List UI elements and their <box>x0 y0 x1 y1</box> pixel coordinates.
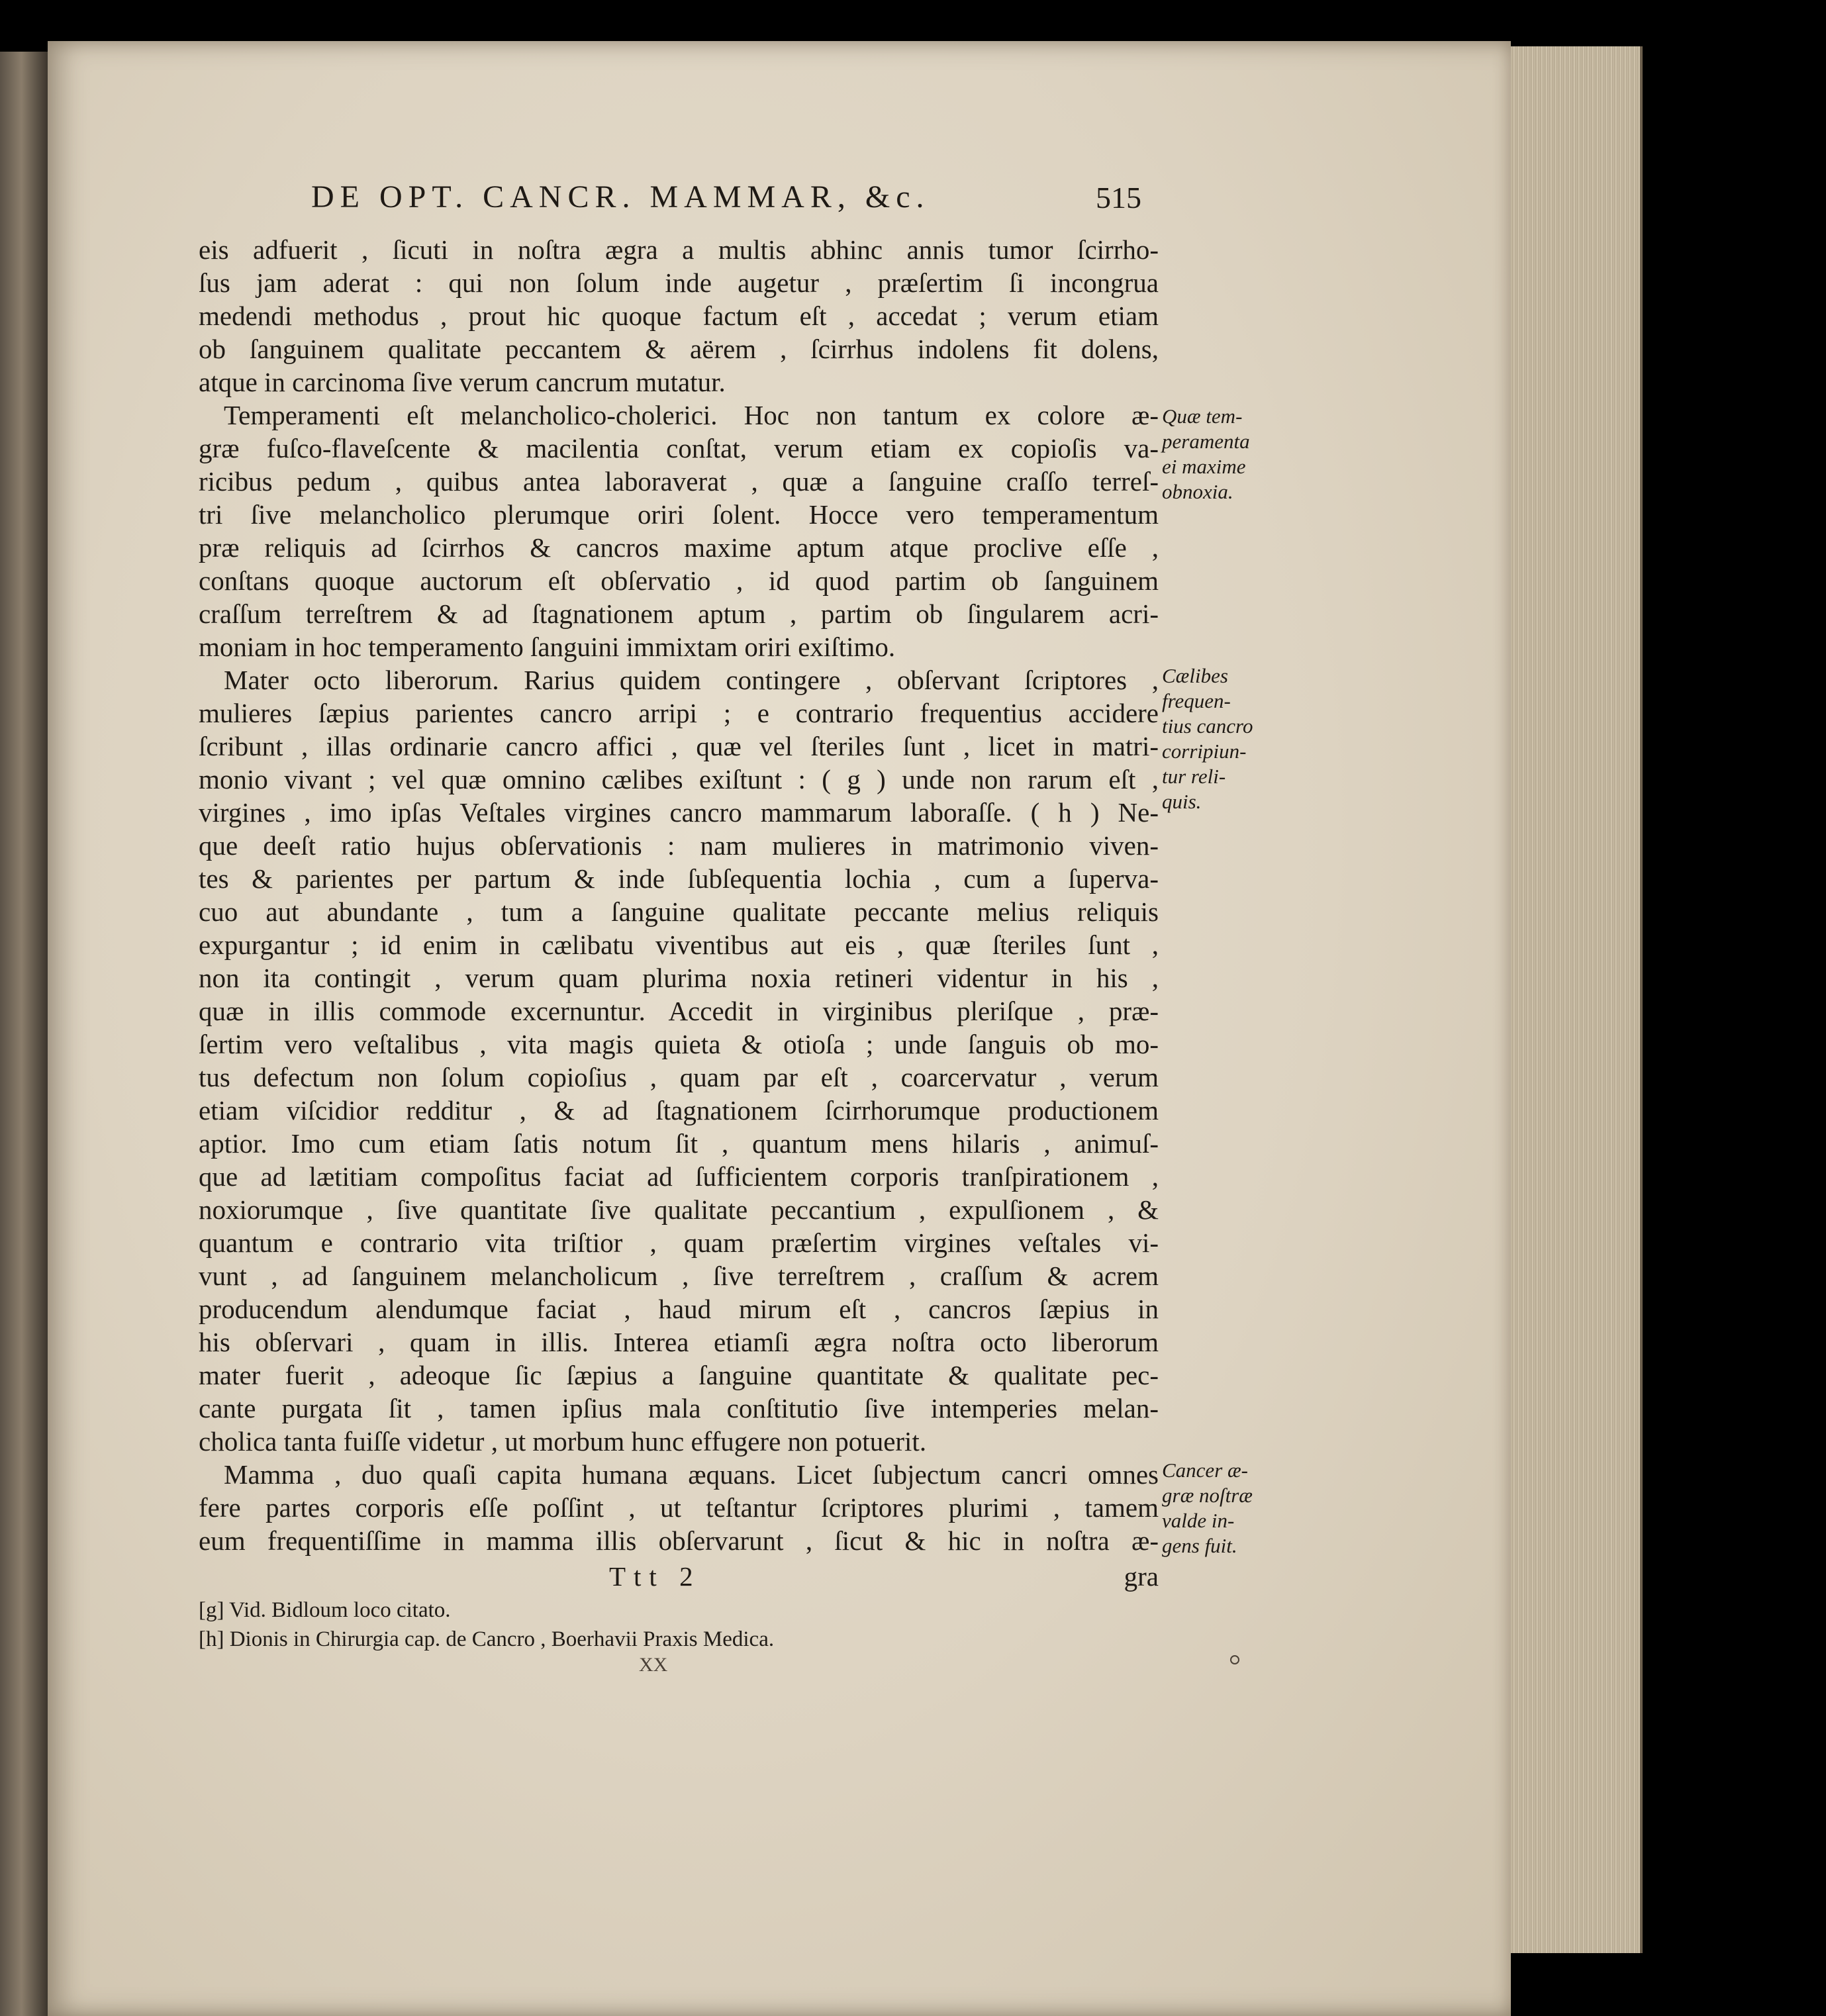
facing-page-edge <box>0 52 48 2016</box>
body-line: medendi methodus , prout hic quoque factum eſt , accedat ; verum etiam <box>199 301 1159 331</box>
body-line: cuo aut abundante , tum a ſanguine qualitate peccante melius reliquis <box>199 896 1159 927</box>
body-line: etiam viſcidior redditur , & ad ſtagnationem ſcirrhorumque productionem <box>199 1095 1159 1126</box>
body-line: quantum e contrario vita triſtior , quam præſertim virgines veſtales vi- <box>199 1227 1159 1258</box>
body-line: ricibus pedum , quibus antea laboraverat , quæ a ſanguine craſſo terreſ- <box>199 466 1159 497</box>
page-number: 515 <box>1096 181 1141 215</box>
body-line: mater fuerit , adeoque ſic ſæpius a ſanguine quantitate & qualitate pec- <box>199 1360 1159 1390</box>
body-line: eis adfuerit , ſicuti in noſtra ægra a multis abhinc annis tumor ſcirrho- <box>199 234 1159 265</box>
body-line: Mater octo liberorum. Rarius quidem contingere , obſervant ſcriptores , <box>224 665 1159 695</box>
body-line: tus defectum non ſolum copioſius , quam par eſt , coarcervatur , verum <box>199 1062 1159 1092</box>
body-line: ſcribunt , illas ordinarie cancro affici , quæ vel ſteriles ſunt , licet in matri- <box>199 731 1159 761</box>
body-line: moniam in hoc temperamento ſanguini immixtam oriri exiſtimo. <box>199 632 896 662</box>
body-line: mulieres ſæpius parientes cancro arripi ; e contrario frequentius accidere <box>199 698 1159 728</box>
body-line: virgines , imo ipſas Veſtales virgines cancro mammarum laboraſſe. ( h ) Ne- <box>199 797 1159 828</box>
body-line: ob ſanguinem qualitate peccantem & aërem , ſcirrhus indolens fit dolens, <box>199 334 1159 364</box>
catchword: gra <box>1124 1561 1159 1592</box>
body-line: cholica tanta fuiſſe videtur , ut morbum hunc effugere non potuerit. <box>199 1426 927 1457</box>
body-line: expurgantur ; id enim in cælibatu viventibus aut eis , quæ ſteriles ſunt , <box>199 930 1159 960</box>
margin-note: Cancer æ- græ noſtræ valde in- gens fuit. <box>1162 1459 1253 1557</box>
body-line: que ad lætitiam compoſitus faciat ad ſufficientem corporis tranſpirationem , <box>199 1161 1159 1192</box>
body-line: aptior. Imo cum etiam ſatis notum ſit , quantum mens hilaris , animuſ- <box>199 1128 1159 1159</box>
signature-mark: Ttt 2 <box>609 1561 701 1592</box>
margin-note: Quæ tem- peramenta ei maxime obnoxia. <box>1162 405 1250 503</box>
body-line: atque in carcinoma ſive verum cancrum mutatur. <box>199 367 726 397</box>
body-line: ſus jam aderat : qui non ſolum inde augetur , præſertim ſi incongrua <box>199 267 1159 298</box>
body-line: eum frequentiſſime in mamma illis obſervarunt , ſicut & hic in noſtra æ- <box>199 1525 1159 1556</box>
ink-dot-mark <box>1230 1655 1239 1664</box>
body-line: fere partes corporis eſſe poſſint , ut teſtantur ſcriptores plurimi , tamem <box>199 1492 1159 1523</box>
body-line: monio vivant ; vel quæ omnino cælibes exiſtunt : ( g ) unde non rarum eſt , <box>199 764 1159 794</box>
body-line: quæ in illis commode excernuntur. Accedit in virginibus pleriſque , præ- <box>199 996 1159 1026</box>
body-line: græ fuſco-flaveſcente & macilentia conſtat, verum etiam ex copioſis va- <box>199 433 1159 463</box>
body-line: noxiorumque , ſive quantitate ſive qualitate peccantium , expulſionem , & <box>199 1194 1159 1225</box>
body-text <box>199 233 1159 1557</box>
body-line: præ reliquis ad ſcirrhos & cancros maxime aptum atque proclive eſſe , <box>199 532 1159 563</box>
body-line: Temperamenti eſt melancholico-cholerici. Hoc non tantum ex colore æ- <box>224 400 1159 430</box>
body-line: Mamma , duo quaſi capita humana æquans. Licet ſubjectum cancri omnes <box>224 1459 1159 1490</box>
body-line: conſtans quoque auctorum eſt obſervatio , id quod partim ob ſanguinem <box>199 565 1159 596</box>
body-line: ſertim vero veſtalibus , vita magis quieta & otioſa ; unde ſanguis ob mo- <box>199 1029 1159 1059</box>
book-page-edges <box>1511 46 1643 1953</box>
body-line: his obſervari , quam in illis. Interea etiamſi ægra noſtra octo liberorum <box>199 1327 1159 1357</box>
body-line: non ita contingit , verum quam plurima noxia retineri videntur in his , <box>199 963 1159 993</box>
body-line: vunt , ad ſanguinem melancholicum , ſive terreſtrem , craſſum & acrem <box>199 1261 1159 1291</box>
margin-note: Cælibes frequen- tius cancro corripiun- tur reli- quis. <box>1162 664 1253 813</box>
running-head: DE OPT. CANCR. MAMMAR, &c. <box>311 179 930 215</box>
body-line: que deeſt ratio hujus obſervationis : nam mulieres in matrimonio viven- <box>199 830 1159 861</box>
footnotes <box>199 1596 1159 1654</box>
footnote: [h] Dionis in Chirurgia cap. de Cancro , Boerhavii Praxis Medica. <box>199 1627 775 1651</box>
body-line: tes & parientes per partum & inde ſubſequentia lochia , cum a ſuperva- <box>199 863 1159 894</box>
bottom-mark: XX <box>639 1654 668 1676</box>
page <box>48 41 1511 2016</box>
body-line: tri ſive melancholico plerumque oriri ſolent. Hocce vero temperamentum <box>199 499 1159 530</box>
footnote: [g] Vid. Bidloum loco citato. <box>199 1598 451 1622</box>
body-line: producendum alendumque faciat , haud mirum eſt , cancros ſæpius in <box>199 1294 1159 1324</box>
body-line: cante purgata ſit , tamen ipſius mala conſtitutio ſive intemperies melan- <box>199 1393 1159 1423</box>
body-line: craſſum terreſtrem & ad ſtagnationem aptum , partim ob ſingularem acri- <box>199 599 1159 629</box>
